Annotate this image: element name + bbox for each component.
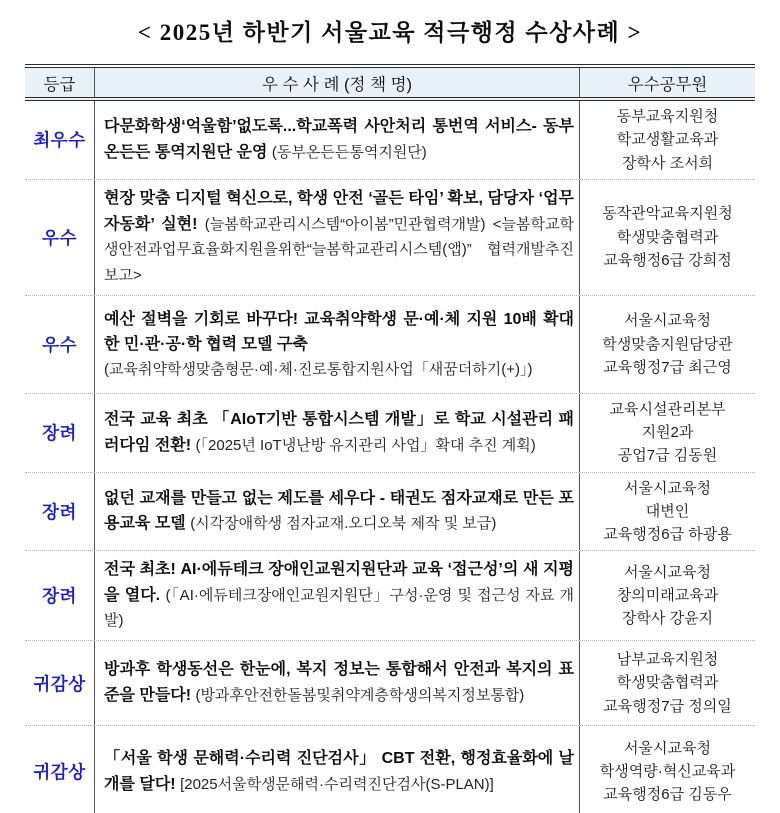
case-segment: (시각장애학생 점자교재.오디오북 제작 및 보급) [190, 515, 497, 533]
officer-line: 장학사 조서희 [621, 154, 714, 172]
officer-cell [580, 641, 755, 725]
grade-cell [25, 296, 95, 393]
case-segment: 「서울 학생 문해력·수리력 진단검사」 CBT 전환, 행정효율화에 날개를 달다! [104, 749, 574, 793]
officer-cell [580, 473, 755, 551]
officer-line: 교육행정6급 강희정 [603, 251, 732, 269]
grade-label: 귀감상 [33, 762, 86, 783]
awards-table [25, 64, 755, 813]
table-row [25, 473, 755, 552]
officer-line: 공업7급 김동원 [617, 447, 718, 465]
table-body [25, 101, 755, 813]
officer-line: 서울시교육청 [624, 312, 711, 330]
officer-line: 학생맞춤협력과 [616, 674, 719, 692]
table-row [25, 101, 755, 180]
officer-line: 학생맞춤협력과 [616, 228, 719, 246]
officer-line: 동작관악교육지원청 [602, 205, 733, 223]
officer-cell [580, 394, 755, 472]
officer-line: 서울시교육청 [624, 739, 711, 757]
officer-line: 대변인 [645, 502, 690, 520]
case-segment: 전국 교육 최초 「AIoT기반 통합시스템 개발」로 학교 시설관리 패러다임 전환! [104, 411, 574, 454]
case-segment: (「2025년 IoT냉난방 유지관리 사업」확대 추진 계획) [195, 436, 536, 454]
officer-line: 동부교육지원청 [616, 108, 719, 125]
case-segment: (늘봄학교관리시스템“아이봄”민관협력개발) [204, 215, 486, 233]
table-row [25, 726, 755, 813]
case-segment: (「AI·에듀테크장애인교원지원단」구성·운영 및 접근성 자료 개발) [104, 586, 574, 630]
case-text [104, 186, 574, 288]
case-cell [95, 296, 580, 393]
table-row [25, 180, 755, 296]
officer-cell [580, 551, 755, 640]
table-header-row [25, 68, 755, 101]
officer-line: 지원2과 [641, 424, 694, 441]
page-title: < 2025년 하반기 서울교육 적극행정 수상사례 > [137, 20, 643, 45]
table-row [25, 296, 755, 394]
officer-cell [580, 296, 755, 393]
case-cell [95, 641, 580, 725]
case-text [104, 407, 574, 458]
officer-line: 교육행정6급 하광용 [603, 526, 732, 543]
grade-cell [25, 101, 95, 179]
header-grade: 등급 [25, 68, 95, 97]
officer-line: 장학사 강윤지 [621, 610, 714, 628]
grade-label: 최우수 [33, 130, 86, 151]
case-segment: (방과후안전한돌봄및취약계층학생의복지정보통합) [195, 687, 525, 705]
grade-label: 장려 [42, 586, 77, 607]
officer-line: 서울시교육청 [624, 563, 711, 581]
grade-label: 우수 [42, 227, 77, 248]
table-row [25, 641, 755, 726]
case-text [104, 557, 574, 634]
grade-cell [25, 180, 95, 295]
officer-line: 서울시교육청 [624, 479, 711, 497]
case-text [104, 746, 574, 797]
grade-cell [25, 394, 95, 472]
case-cell [95, 726, 580, 813]
officer-line: 교육행정7급 정의일 [603, 697, 732, 715]
case-text [104, 307, 574, 382]
grade-label: 장려 [42, 423, 77, 444]
officer-line: 교육행정6급 김동우 [603, 786, 732, 804]
case-text [104, 486, 574, 537]
case-cell [95, 101, 580, 179]
grade-label: 우수 [42, 334, 77, 355]
grade-label: 장려 [42, 501, 77, 522]
officer-line: 학생역량·혁신교육과 [599, 762, 736, 780]
officer-line: 학교생활교육과 [616, 131, 719, 149]
case-text [104, 657, 574, 708]
officer-line: 남부교육지원청 [616, 651, 719, 669]
case-cell [95, 180, 580, 295]
case-segment: 다문화학생‘억울함’없도록...학교폭력 사안처리 통번역 서비스- 동부 온든든 통역지원단 운영 [104, 118, 574, 161]
case-segment: 현장 맞춤 디지털 혁신으로, 학생 안전 ‘골든 타임’ 확보, 담당자 ‘업무 자동화’ 실현! [104, 190, 574, 233]
case-cell [95, 551, 580, 640]
case-segment: (교육취약학생맞춤형문·예·체·진로통합지원사업「새꿈더하기(+)」) [104, 360, 533, 378]
case-cell [95, 473, 580, 551]
case-segment: 예산 절벽을 기회로 바꾸다! 교육취약학생 문·예·체 지원 10배 확대한 민·관·공·학 협력 모델 구축 [104, 310, 574, 354]
officer-line: 학생맞춤지원담당관 [602, 335, 733, 353]
officer-cell [580, 726, 755, 813]
case-segment: <늘봄학교학생안전과업무효율화지원을위한“늘봄학교관리시스템(앱)” 협력개발추진보고> [104, 215, 574, 284]
grade-label: 귀감상 [33, 673, 86, 694]
officer-line: 교육시설관리본부 [609, 400, 726, 418]
header-officer: 우수공무원 [627, 75, 708, 94]
officer-cell [580, 101, 755, 179]
case-segment: [2025서울학생문해력·수리력진단검사(S-PLAN)] [180, 775, 494, 793]
officer-line: 교육행정7급 최근영 [603, 358, 732, 376]
table-row [25, 551, 755, 641]
case-segment: (동부온든든통역지원단) [271, 143, 427, 161]
header-case: 우 수 사 례 (정 책 명) [95, 68, 580, 97]
case-cell [95, 394, 580, 472]
officer-line: 창의미래교육과 [616, 587, 719, 605]
case-segment: 전국 최초! AI·에듀테크 장애인교원지원단과 교육 ‘접근성’의 새 지평을 열다. [104, 561, 574, 604]
case-segment: 방과후 학생동선은 한눈에, 복지 정보는 통합해서 안전과 복지의 표준을 만들다! [104, 661, 574, 705]
case-text [104, 114, 574, 165]
case-segment: 없던 교재를 만들고 없는 제도를 세우다 - 태권도 점자교재로 만든 포용교육 모델 [104, 489, 574, 533]
officer-cell [580, 180, 755, 295]
grade-cell [25, 641, 95, 725]
grade-cell [25, 726, 95, 813]
grade-cell [25, 473, 95, 551]
table-row [25, 394, 755, 473]
grade-cell [25, 551, 95, 640]
